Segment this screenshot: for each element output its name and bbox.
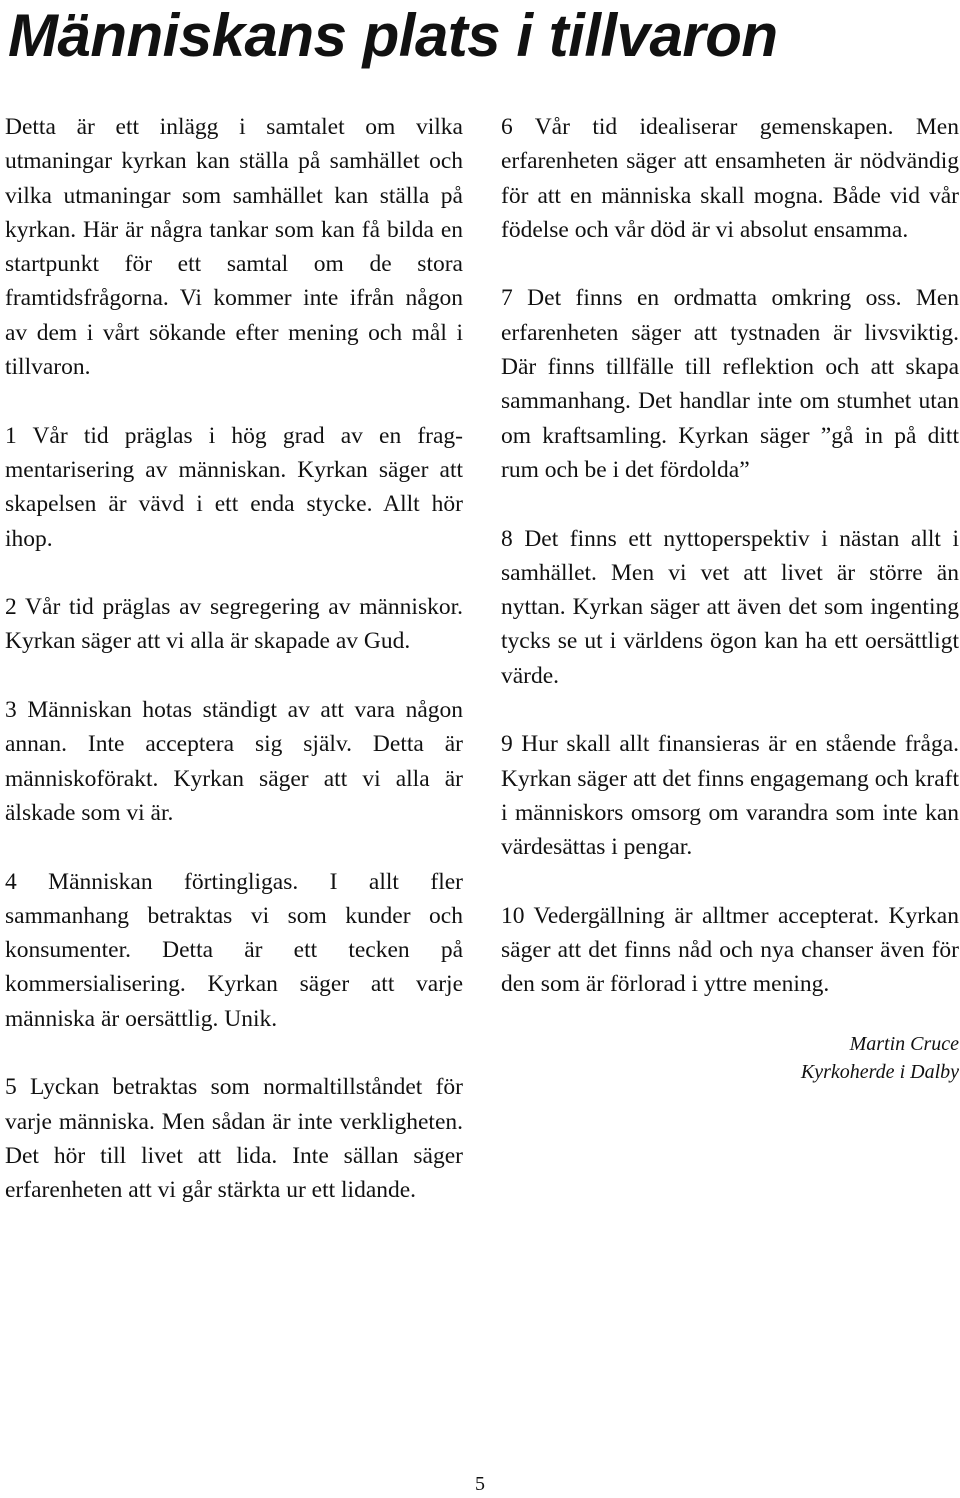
point-paragraph: 6 Vår tid idealiserar gemenskapen. Men erfarenheten säger att ensamheten är nödvändig för att en människa skall mogna. Både vid vår födelse och vår död är vi absolut ensamma. bbox=[501, 114, 959, 243]
point-paragraph: 4 Människan förtingligas. I allt fler sammanhang betraktas vi som kunder och konsumenter. Detta är ett tecken på kommersialisering. Kyrkan säger att varje människa är oersättlig. Unik. bbox=[5, 868, 463, 1032]
author-signature bbox=[501, 1030, 959, 1086]
intro-paragraph: Detta är ett inlägg i samtalet om vilka utmaningar kyrkan kan ställa på samhället och vilka utmaningar som samhället kan ställa på kyrkan. Här är några tankar som kan få bilda en startpunkt för ett samtal om de stora framtidsfrågorna. Vi kommer inte ifrån någon av dem i vårt sökande efter mening och mål i tillvaron. bbox=[5, 114, 463, 381]
page-number: 5 bbox=[475, 1473, 485, 1495]
point-paragraph: 9 Hur skall allt finansieras är en stående fråga. Kyrkan säger att det finns engagemang och kraft i människors omsorg om varandra som inte kan värdesättas i pengar. bbox=[501, 731, 959, 861]
author-name: Martin Cruce bbox=[849, 1033, 959, 1056]
right-column bbox=[501, 110, 959, 1086]
point-paragraph: 10 Vedergällning är alltmer accepterat. Kyrkan säger att det finns nåd och nya chanser även för den som är förlorad i yttre mening. bbox=[501, 902, 959, 998]
left-column bbox=[5, 110, 463, 1208]
point-paragraph: 7 Det finns en ordmatta omkring oss. Men erfarenheten säger att tystnaden är livsviktig. Där finns tillfälle till reflektion och att skapa sammanhang. Det handlar inte om stumhet utan om kraftsamling. Kyrkan säger ”gå in på ditt rum och be i det fördolda” bbox=[501, 285, 959, 483]
author-role: Kyrkoherde i Dalby bbox=[800, 1061, 959, 1084]
point-paragraph: 8 Det finns ett nyttoperspektiv i nästan allt i samhället. Men vi vet att livet är större än nyttan. Kyrkan säger att även det som ingenting tycks se ut i världens ögon kan ha ett oersättligt värde. bbox=[501, 525, 959, 689]
point-paragraph: 3 Människan hotas ständigt av att vara någon annan. Inte acceptera sig själv. Detta är människoförakt. Kyrkan säger att vi alla är älskade som vi är. bbox=[5, 697, 463, 826]
point-paragraph: 2 Vår tid präglas av segregering av människor. Kyrkan säger att vi alla är skapade av Gud. bbox=[5, 594, 463, 655]
point-paragraph: 1 Vår tid präglas i hög grad av en fragmentarisering av människan. Kyrkan säger att skapelsen är vävd i ett enda stycke. Allt hör ihop. bbox=[5, 422, 463, 552]
point-paragraph: 5 Lyckan betraktas som normaltillståndet för varje människa. Men sådan är inte verkligheten. Det hör till livet att lida. Inte sällan säger erfarenheten att vi går stärkta ur ett lidande. bbox=[5, 1074, 463, 1204]
article-title: Människans plats i tillvaron bbox=[8, 2, 778, 69]
